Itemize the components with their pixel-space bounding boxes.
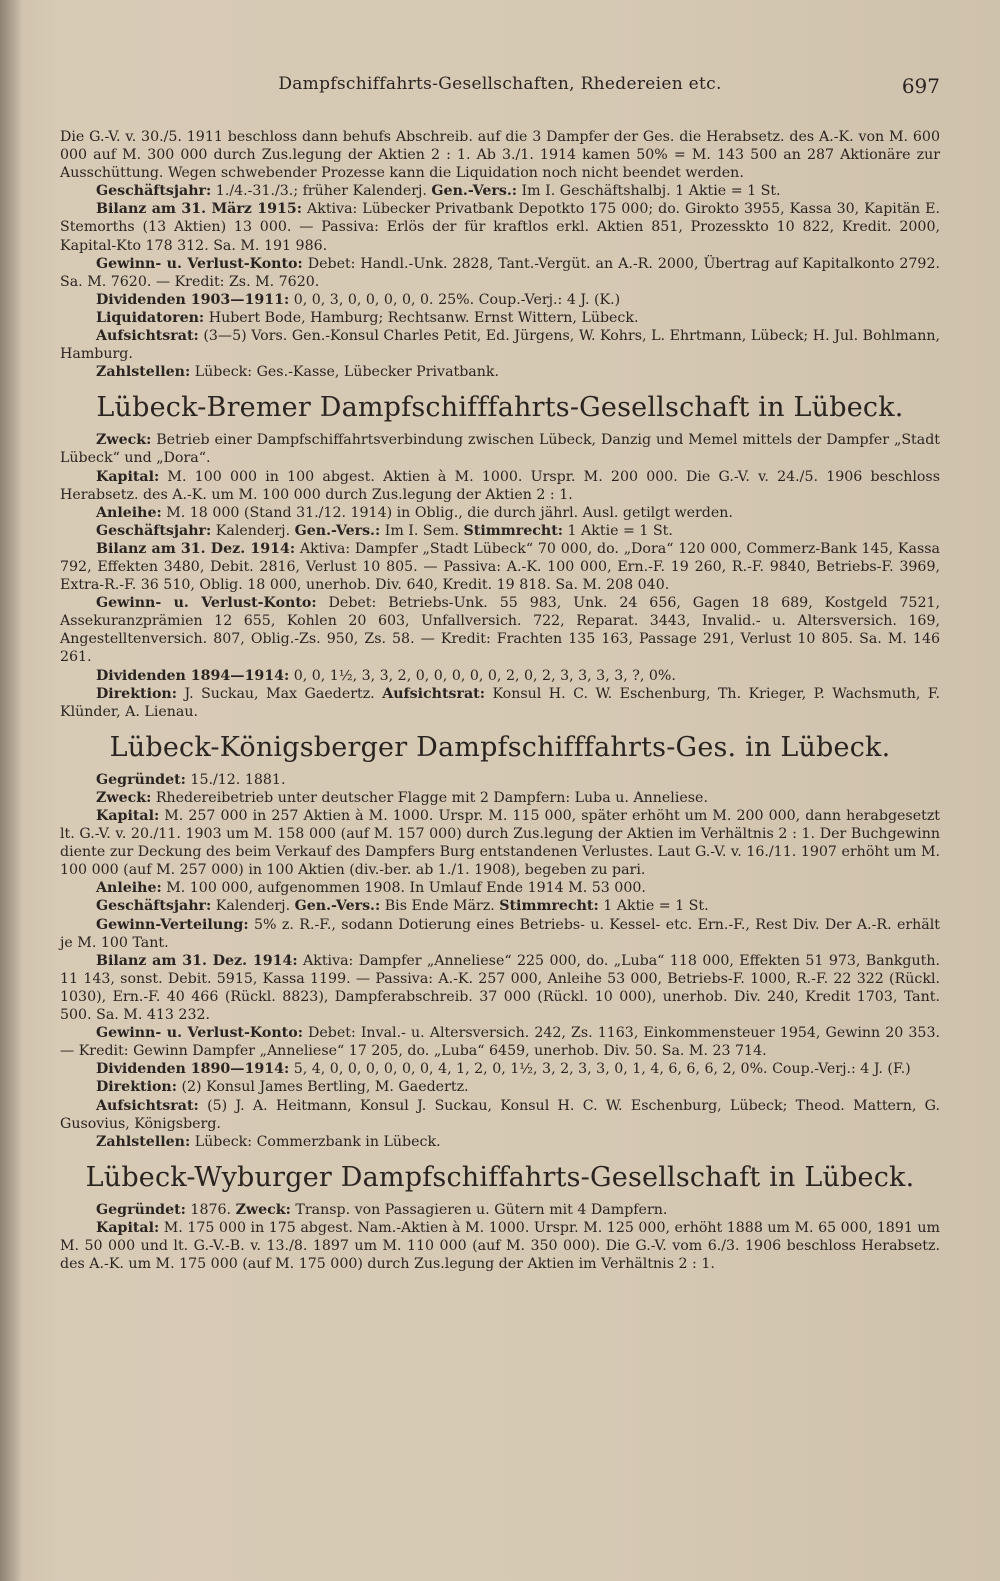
general-meeting-value: Im I. Geschäftshalbj. 1 Aktie = 1 St. <box>517 183 781 200</box>
loan-text: M. 100 000, aufgenommen 1908. In Umlauf Ende 1914 M. 53 000. <box>161 880 646 897</box>
paying-agents-text: Lübeck: Ges.-Kasse, Lübecker Privatbank. <box>190 364 500 381</box>
voting-right-label: Stimmrecht: <box>463 522 563 539</box>
voting-right-label: Stimmrecht: <box>499 898 599 915</box>
purpose-label: Zweck: <box>96 432 152 449</box>
purpose-label: Zweck: <box>235 1201 291 1218</box>
balance-text: Aktiva: Dampfer „Stadt Lübeck“ 70 000, do. „Dora“ 120 000, Commerz-Bank 145, Kassa 792, Effekten 3480, Debit. 2816, Verlust 10 805. — Passiva: A.-K. 100 000, Ern.-F. 19 260, R.-F. 9840, Betriebs-F. 3969, Extra-R.-F. 36 510, Oblig. 18 000, unerhob. Div. 640, Kredit. 19 818. Sa. M. 208 040. <box>60 540 940 594</box>
balance-label: Bilanz am 31. März 1915: <box>96 201 302 218</box>
balance-paragraph <box>60 952 940 1024</box>
resolution-paragraph <box>60 128 940 182</box>
loan-label: Anleihe: <box>96 504 162 521</box>
fiscal-year-label: Geschäftsjahr: <box>96 522 212 539</box>
general-meeting-label: Gen.-Vers.: <box>431 183 518 200</box>
general-meeting-value: Bis Ende März. <box>380 898 495 915</box>
fiscal-year-line <box>60 897 940 915</box>
paying-agents-paragraph <box>60 1133 940 1151</box>
supervisory-board-text: Konsul H. C. W. Eschenburg, Th. Krieger, P. Wachsmuth, F. Klünder, A. Lienau. <box>60 685 940 720</box>
voting-right-value: 1 Aktie = 1 St. <box>563 522 673 539</box>
capital-paragraph <box>60 1219 940 1273</box>
fiscal-year-label: Geschäftsjahr: <box>96 183 212 200</box>
loan-label: Anleihe: <box>96 880 162 897</box>
fiscal-year-line <box>60 182 940 200</box>
liquidators-text: Hubert Bode, Hamburg; Rechtsanw. Ernst Wittern, Lübeck. <box>204 309 639 326</box>
fiscal-year-value: Kalenderj. <box>211 898 291 915</box>
company-heading: Lübeck-Wyburger Dampfschiffahrts-Gesellschaft in Lübeck. <box>85 1161 915 1193</box>
supervisory-board-label: Aufsichtsrat: <box>382 685 485 702</box>
dividends-text: 0, 0, 1½, 3, 3, 2, 0, 0, 0, 0, 0, 2, 0, 2, 3, 3, 3, 3, ?, 0%. <box>289 667 676 684</box>
supervisory-board-text: (3—5) Vors. Gen.-Konsul Charles Petit, Ed. Jürgens, W. Kohrs, L. Ehrtmann, Lübeck; H. Jul. Bohlmann, Hamburg. <box>60 328 940 363</box>
paying-agents-label: Zahlstellen: <box>96 1133 191 1150</box>
page-body <box>60 128 940 1273</box>
capital-paragraph <box>60 468 940 504</box>
capital-text: M. 257 000 in 257 Aktien à M. 1000. Urspr. M. 115 000, später erhöht um M. 200 000, dann herabgesetzt lt. G.-V. v. 20./11. 1903 um M. 158 000 (auf M. 157 000) durch Zus.legung der Aktien im Verhältnis 2 : 1. Der Buchgewinn diente zur Deckung des beim Verkauf des Dampfers Burg entstandenen Verlustes. Laut G.-V. v. 16./11. 1907 erhöht um M. 100 000 (auf M. 257 000) in 100 Aktien (div.-ber. ab 1./1. 1908), begeben zu pari. <box>60 808 940 879</box>
profit-loss-text: Debet: Handl.-Unk. 2828, Tant.-Vergüt. an A.-R. 2000, Übertrag auf Kapitalkonto 2792. Sa. M. 7620. — Kredit: Zs. M. 7620. <box>60 255 940 290</box>
capital-text: M. 175 000 in 175 abgest. Nam.-Aktien à M. 1000. Urspr. M. 125 000, erhöht 1888 um M. 65 000, 1891 um M. 50 000 und lt. G.-V.-B. v. 13./8. 1897 um M. 110 000 (auf M. 350 000). Die G.-V. vom 6./3. 1906 beschloss Herabsetz. des A.-K. um M. 175 000 (auf M. 175 000) durch Zus.legung der Aktien im Verhältnis 2 : 1. <box>60 1219 940 1273</box>
fiscal-year-line <box>60 522 940 540</box>
paying-agents-paragraph <box>60 363 940 381</box>
founded-paragraph <box>60 1201 940 1219</box>
balance-paragraph <box>60 200 940 254</box>
resolution-text: Die G.-V. v. 30./5. 1911 beschloss dann behufs Abschreib. auf die 3 Dampfer der Ges. die Herabsetz. des A.-K. von M. 600 000 auf M. 300 000 durch Zus.legung der Aktien 2 : 1. Ab 3./1. 1914 kamen 50% = M. 143 500 an 287 Aktionäre zur Ausschüttung. Wegen schwebender Prozesse kann die Liquidation noch nicht beendet werden. <box>60 129 940 182</box>
balance-text: Aktiva: Lübecker Privatbank Depotkto 175 000; do. Girokto 3955, Kassa 30, Kapitän E. Stemorths (13 Aktien) 13 000. — Passiva: Erlös der für kraftlos erkl. Aktien 851, Prozesskto 10 822, Kredit. 2000, Kapital-Kto 178 312. Sa. M. 191 986. <box>60 201 940 254</box>
loan-text: M. 18 000 (Stand 31./12. 1914) in Oblig., die durch jährl. Ausl. getilgt werden. <box>161 504 733 521</box>
purpose-paragraph <box>60 431 940 467</box>
capital-paragraph <box>60 807 940 879</box>
profit-loss-label: Gewinn- u. Verlust-Konto: <box>96 1025 303 1042</box>
entry-luebeck-bremer <box>60 391 940 721</box>
loan-paragraph <box>60 504 940 522</box>
company-heading: Lübeck-Bremer Dampfschifffahrts-Gesellschaft in Lübeck. <box>96 392 904 424</box>
purpose-text: Rhedereibetrieb unter deutscher Flagge mit 2 Dampfern: Luba u. Anneliese. <box>151 789 708 806</box>
voting-right-value: 1 Aktie = 1 St. <box>598 898 709 915</box>
purpose-text: Betrieb einer Dampfschiffahrtsverbindung zwischen Lübeck, Danzig und Memel mittels der Dampfer „Stadt Lübeck“ und „Dora“. <box>60 432 940 467</box>
management-label: Direktion: <box>96 1079 177 1096</box>
dividends-label: Dividenden 1890—1914: <box>96 1061 290 1078</box>
capital-label: Kapital: <box>96 808 160 824</box>
dividends-text: 0, 0, 3, 0, 0, 0, 0, 0. 25%. Coup.-Verj.: 4 J. (K.) <box>289 291 621 308</box>
profit-loss-text: Debet: Inval.- u. Altersversich. 242, Zs. 1163, Einkommensteuer 1954, Gewinn 20 353. — Kredit: Gewinn Dampfer „Anneliese“ 17 205, do. „Luba“ 6459, unerhob. Div. 50. Sa. M. 23 714. <box>60 1025 940 1060</box>
liquidators-paragraph <box>60 309 940 327</box>
dividends-text: 5, 4, 0, 0, 0, 0, 0, 0, 4, 1, 2, 0, 1½, 3, 2, 3, 3, 0, 1, 4, 6, 6, 6, 2, 0%. Coup.-Verj.: 4 J. (F.) <box>289 1061 911 1078</box>
founded-label: Gegründet: <box>96 1201 186 1218</box>
dividends-paragraph <box>60 667 940 685</box>
founded-label: Gegründet: <box>96 771 186 788</box>
management-paragraph <box>60 1078 940 1096</box>
page-number: 697 <box>901 74 940 98</box>
supervisory-board-paragraph <box>60 1097 940 1133</box>
management-text: J. Suckau, Max Gaedertz. <box>176 685 375 702</box>
general-meeting-label: Gen.-Vers.: <box>294 522 381 539</box>
profit-distribution-label: Gewinn-Verteilung: <box>96 916 249 933</box>
purpose-paragraph <box>60 789 940 807</box>
fiscal-year-label: Geschäftsjahr: <box>96 898 212 915</box>
dividends-paragraph <box>60 1060 940 1078</box>
founded-paragraph <box>60 771 940 789</box>
running-header <box>60 74 940 104</box>
balance-paragraph <box>60 540 940 594</box>
paying-agents-label: Zahlstellen: <box>96 364 191 381</box>
founded-text: 15./12. 1881. <box>185 771 286 788</box>
balance-text: Aktiva: Dampfer „Anneliese“ 225 000, do. „Luba“ 118 000, Effekten 51 973, Bankguth. 11 143, sonst. Debit. 5915, Kassa 1199. — Passiva: A.-K. 257 000, Anleihe 53 000, Betriebs-F. 1000, R.-F. 22 322 (Rückl. 1030), Ern.-F. 40 466 (Rückl. 8823), Dampferabschreib. 37 000 (Rückl. 10 000), unerhob. Div. 240, Kredit 1703, Tant. 500. Sa. M. 413 232. <box>60 952 940 1024</box>
management-text: (2) Konsul James Bertling, M. Gaedertz. <box>176 1079 469 1096</box>
profit-distribution-text: 5% z. R.-F., sodann Dotierung eines Betriebs- u. Kessel- etc. Ern.-F., Rest Div. Der A.-R. erhält je M. 100 Tant. <box>60 916 940 951</box>
profit-loss-paragraph <box>60 1024 940 1060</box>
profit-loss-label: Gewinn- u. Verlust-Konto: <box>96 255 303 272</box>
profit-loss-paragraph <box>60 594 940 666</box>
profit-loss-label: Gewinn- u. Verlust-Konto: <box>96 595 317 612</box>
balance-label: Bilanz am 31. Dez. 1914: <box>96 952 298 969</box>
entry-luebeck-koenigsberger <box>60 731 940 1151</box>
supervisory-board-label: Aufsichtsrat: <box>96 1097 199 1114</box>
capital-label: Kapital: <box>96 468 160 485</box>
fiscal-year-value: Kalenderj. <box>211 522 291 539</box>
profit-loss-paragraph <box>60 255 940 291</box>
book-spine-shadow <box>0 0 22 1581</box>
general-meeting-value: Im I. Sem. <box>380 522 460 539</box>
dividends-paragraph <box>60 291 940 309</box>
entry-luebeck-wyburger <box>60 1161 940 1273</box>
purpose-label: Zweck: <box>96 789 152 806</box>
capital-text: M. 100 000 in 100 abgest. Aktien à M. 1000. Urspr. M. 200 000. Die G.-V. v. 24./5. 1906 beschloss Herabsetz. des A.-K. um M. 100 000 durch Zus.legung der Aktien 2 : 1. <box>60 468 940 503</box>
paying-agents-text: Lübeck: Commerzbank in Lübeck. <box>190 1133 441 1150</box>
supervisory-board-text: (5) J. A. Heitmann, Konsul J. Suckau, Konsul H. C. W. Eschenburg, Lübeck; Theod. Mattern, G. Gusovius, Königsberg. <box>60 1097 940 1132</box>
entry-continuation <box>60 128 940 381</box>
fiscal-year-value: 1./4.-31./3.; früher Kalenderj. <box>211 183 427 200</box>
liquidators-label: Liquidatoren: <box>96 309 205 326</box>
general-meeting-label: Gen.-Vers.: <box>294 898 381 915</box>
balance-label: Bilanz am 31. Dez. 1914: <box>96 540 296 557</box>
founded-text: 1876. <box>185 1201 232 1218</box>
supervisory-board-paragraph <box>60 327 940 363</box>
dividends-label: Dividenden 1894—1914: <box>96 667 290 684</box>
header-title: Dampfschiffahrts-Gesellschaften, Rhedereien etc. <box>278 74 722 94</box>
dividends-label: Dividenden 1903—1911: <box>96 291 290 308</box>
profit-distribution-paragraph <box>60 916 940 952</box>
purpose-text: Transp. von Passagieren u. Gütern mit 4 Dampfern. <box>290 1201 668 1218</box>
company-heading: Lübeck-Königsberger Dampfschifffahrts-Ges. in Lübeck. <box>109 731 891 763</box>
loan-paragraph <box>60 879 940 897</box>
capital-label: Kapital: <box>96 1219 160 1236</box>
management-paragraph <box>60 685 940 721</box>
management-label: Direktion: <box>96 685 177 702</box>
profit-loss-text: Debet: Betriebs-Unk. 55 983, Unk. 24 656, Gagen 18 689, Kostgeld 7521, Assekuranzprämien 12 655, Kohlen 20 603, Unfallversich. 722, Reparat. 3443, Invalid.- u. Altersversich. 169, Angestelltenversich. 807, Oblig.-Zs. 950, Zs. 58. — Kredit: Frachten 135 163, Passage 291, Verlust 10 805. Sa. M. 146 261. <box>60 595 941 666</box>
supervisory-board-label: Aufsichtsrat: <box>96 328 199 345</box>
